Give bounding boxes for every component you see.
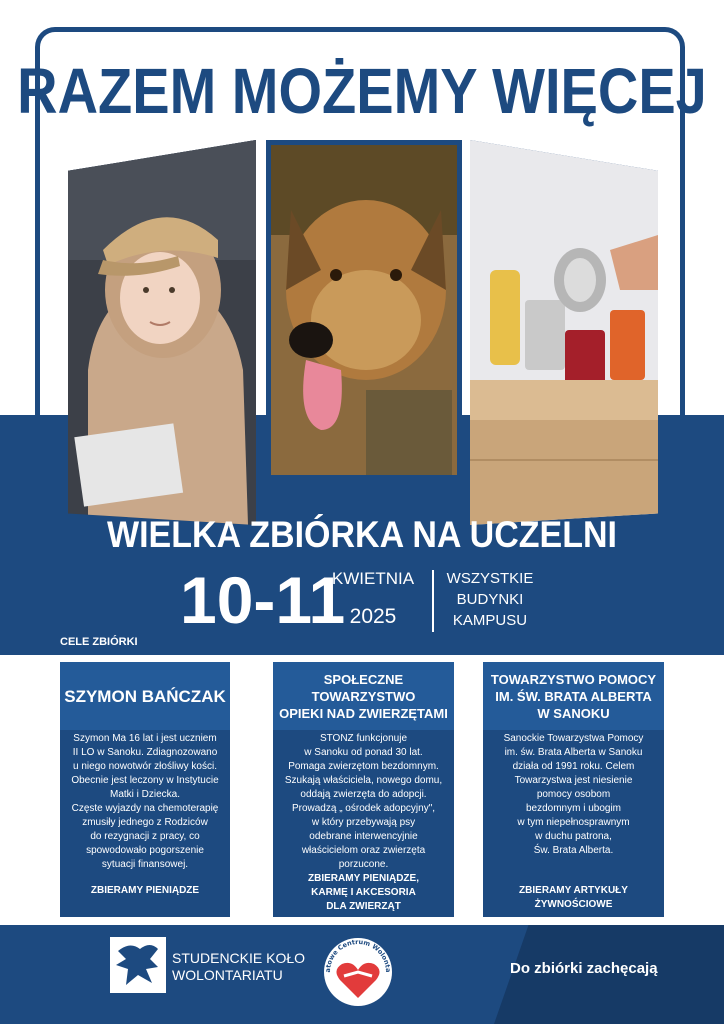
event-location: [440, 568, 540, 631]
goals-label: CELE ZBIÓRKI: [60, 636, 138, 648]
location-line: KAMPUSU: [452, 612, 528, 629]
skw-logo-icon: [110, 937, 166, 993]
footer-cta: Do zbiórki zachęcają: [510, 960, 658, 977]
skw-name-line: WOLONTARIATU: [172, 967, 283, 983]
card-title: SPOŁECZNE TOWARZYSTWO OPIEKI NAD ZWIERZĘTAMI: [273, 662, 454, 730]
card-body: STONZ funkcjonuje w Sanoku od ponad 30 lat. Pomaga zwierzętom bezdomnym. Szukają właściciela, nowego domu, oddają zwierzęta do adopcji. Prowadzą „ ośrodek adopcyjny", w który przebywają psy odebrane interwencyjnie właścicielom oraz zwierzęta porzucone.: [284, 733, 443, 870]
card-title: TOWARZYSTWO POMOCY IM. ŚW. BRATA ALBERTA W SANOKU: [483, 662, 664, 730]
skw-name-line: STUDENCKIE KOŁO: [172, 950, 306, 966]
date-divider: [432, 570, 434, 632]
location-line: WSZYSTKIE: [446, 570, 534, 587]
card-cta: ZBIERAMY PIENIĄDZE, KARMĘ I AKCESORIA DLA ZWIERZĄT: [308, 873, 419, 912]
boy-in-cap-photo: [68, 140, 256, 525]
location-line: BUDYNKI: [456, 591, 524, 608]
event-year: 2025: [349, 605, 397, 628]
card-body: Sanockie Towarzystwa Pomocy im. św. Brata Alberta w Sanoku działa od 1991 roku. Celem Towarzystwa jest niesienie pomocy osobom bezdomnym i ubogim w tym niepełnosprawnym w duchu patrona, Św. Brata Alberta.: [503, 733, 644, 856]
event-month: KWIETNIA: [331, 569, 415, 588]
card-cta: ZBIERAMY PIENIĄDZE: [90, 885, 200, 896]
event-title: WIELKA ZBIÓRKA NA UCZELNI: [107, 514, 617, 556]
dog-photo: [266, 140, 462, 480]
card-brat-albert: [483, 662, 664, 917]
event-days: 10-11: [180, 563, 346, 637]
card-cta: ZBIERAMY ARTYKUŁY ŻYWNOŚCIOWE: [519, 885, 628, 910]
card-stonz: [273, 662, 454, 917]
skw-name: [172, 950, 305, 984]
pcw-name: atowe Centrum Wolonta: [323, 937, 393, 973]
card-szymon: [60, 662, 230, 917]
card-body: Szymon Ma 16 lat i jest uczniem II LO w Sanoku. Zdiagnozowano u niego nowotwór złośliwy kości. Obecnie jest leczony w Instytucie Matki i Dziecka. Częste wyjazdy na chemoterapię zmusiły jednego z Rodziców do rezygnacji z pracy, co spowodowało pogorszenie sytuacji finansowej.: [71, 733, 219, 870]
poster-title: RAZEM MOŻEMY WIĘCEJ: [17, 54, 707, 127]
food-box-photo: [470, 140, 658, 525]
pcw-logo-icon: [318, 932, 398, 1012]
card-title: SZYMON BAŃCZAK: [60, 662, 230, 730]
